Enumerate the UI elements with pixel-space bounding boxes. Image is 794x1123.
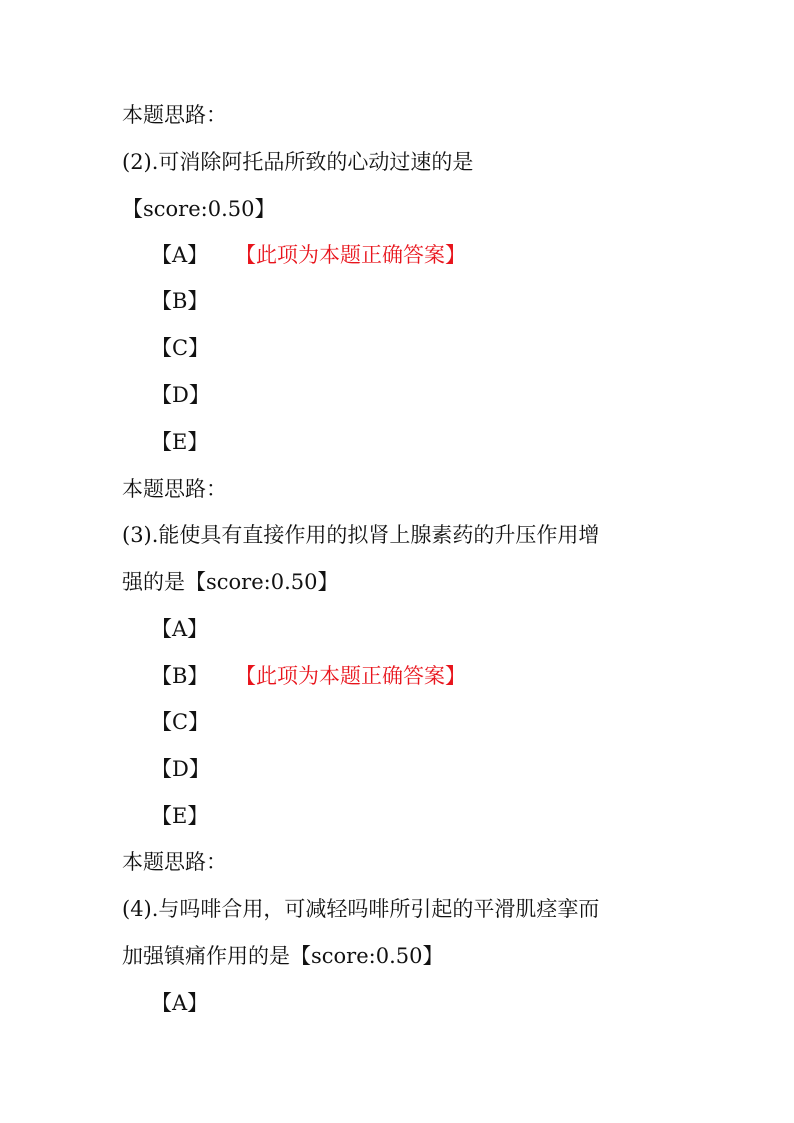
q4-stem-line1: (4).与吗啡合用，可减轻吗啡所引起的平滑肌痉挛而 bbox=[122, 897, 600, 921]
q2-thinking-label: 本题思路： bbox=[122, 477, 227, 501]
correct-answer-note: 【此项为本题正确答案】 bbox=[235, 664, 466, 688]
q3-option-a bbox=[151, 612, 235, 646]
q3-thinking-label: 本题思路： bbox=[122, 850, 227, 874]
q3-stem-line1: (3).能使具有直接作用的拟肾上腺素药的升压作用增 bbox=[122, 523, 600, 547]
q2-score: 【score:0.50】 bbox=[122, 197, 276, 221]
option-letter: 【B】 bbox=[151, 664, 209, 688]
option-letter: 【B】 bbox=[151, 289, 209, 313]
option-letter: 【C】 bbox=[151, 710, 210, 734]
q2-option-a bbox=[151, 238, 466, 272]
q3-stem-line2: 强的是【score:0.50】 bbox=[122, 570, 339, 594]
option-letter: 【C】 bbox=[151, 336, 210, 360]
q1-thinking-label: 本题思路： bbox=[122, 103, 227, 127]
q4-stem-line2: 加强镇痛作用的是【score:0.50】 bbox=[122, 944, 444, 968]
option-letter: 【A】 bbox=[151, 991, 209, 1015]
option-letter: 【A】 bbox=[151, 617, 209, 641]
option-letter: 【D】 bbox=[151, 757, 210, 781]
q2-option-e bbox=[151, 425, 235, 459]
q3-option-b bbox=[151, 659, 466, 693]
option-letter: 【A】 bbox=[151, 243, 209, 267]
option-letter: 【D】 bbox=[151, 383, 210, 407]
q3-option-d bbox=[151, 752, 235, 786]
q2-option-c bbox=[151, 331, 235, 365]
q2-option-d bbox=[151, 378, 235, 412]
q2-stem: (2).可消除阿托品所致的心动过速的是 bbox=[122, 150, 474, 174]
option-letter: 【E】 bbox=[151, 804, 209, 828]
correct-answer-note: 【此项为本题正确答案】 bbox=[235, 243, 466, 267]
q2-option-b bbox=[151, 284, 235, 318]
q4-option-a bbox=[151, 986, 235, 1020]
q3-option-e bbox=[151, 799, 235, 833]
q3-option-c bbox=[151, 705, 235, 739]
option-letter: 【E】 bbox=[151, 430, 209, 454]
